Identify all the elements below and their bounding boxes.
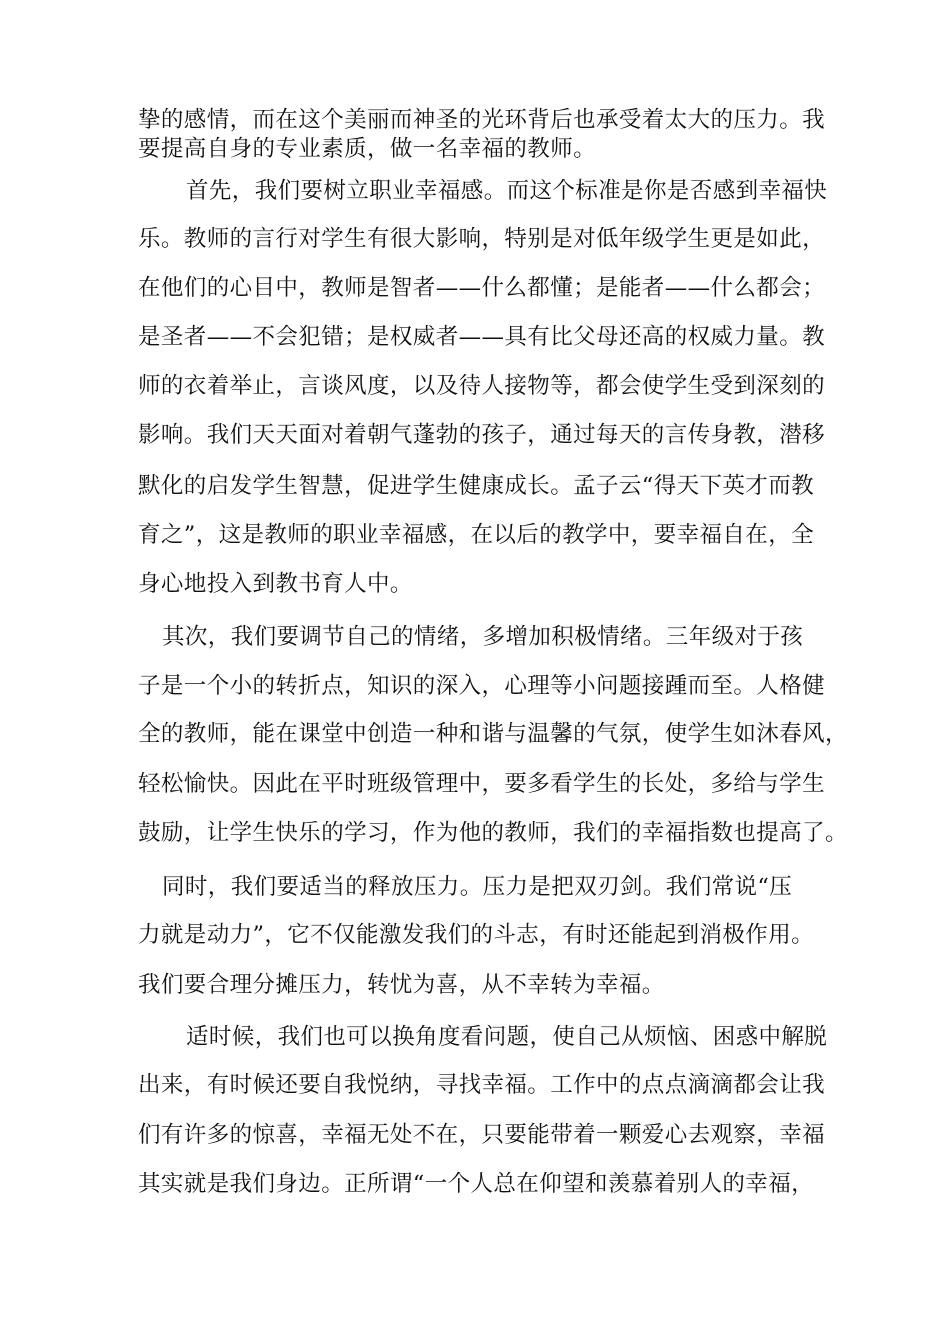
- text-line: 我们要合理分摊压力，转忧为喜，从不幸转为幸福。: [138, 972, 665, 998]
- text-line: 其实就是我们身边。正所谓“一个人总在仰望和羡慕着别人的幸福，: [138, 1171, 815, 1197]
- text-line: 是圣者——不会犯错；是权威者——具有比父母还高的权威力量。教: [138, 324, 826, 350]
- text-line: 身心地投入到教书育人中。: [138, 571, 413, 597]
- text-line: 挚的感情，而在这个美丽而神圣的光环背后也承受着太大的压力。我: [138, 107, 826, 133]
- text-line: 默化的启发学生智慧，促进学生健康成长。孟子云“得天下英才而教: [138, 473, 815, 499]
- text-line: 乐。教师的言行对学生有很大影响，特别是对低年级学生更是如此，: [138, 226, 826, 252]
- text-line: 师的衣着举止，言谈风度，以及待人接物等，都会使学生受到深刻的: [138, 373, 826, 399]
- text-line: 们有许多的惊喜，幸福无处不在，只要能带着一颗爱心去观察，幸福: [138, 1122, 826, 1148]
- paragraph-first-line: 首先，我们要树立职业幸福感。而这个标准是你是否感到幸福快: [186, 178, 828, 204]
- text-line: 子是一个小的转折点，知识的深入，心理等小问题接踵而至。人格健: [138, 673, 826, 699]
- text-line: 育之”，这是教师的职业幸福感，在以后的教学中，要幸福自在，全: [138, 522, 815, 548]
- text-line: 影响。我们天天面对着朝气蓬勃的孩子，通过每天的言传身教，潜移: [138, 422, 826, 448]
- paragraph-first-line: 同时，我们要适当的释放压力。压力是把双刃剑。我们常说“压: [162, 874, 793, 900]
- text-line: 出来，有时候还要自我悦纳，寻找幸福。工作中的点点滴滴都会让我: [138, 1072, 826, 1098]
- paragraph-first-line: 其次，我们要调节自己的情绪，多增加积极情绪。三年级对于孩: [162, 624, 804, 650]
- paragraph-first-line: 适时候，我们也可以换角度看问题，使自己从烦恼、困惑中解脱: [186, 1024, 828, 1050]
- text-line: 全的教师，能在课堂中创造一种和谐与温馨的气氛，使学生如沐春风，: [138, 721, 848, 747]
- text-line: 轻松愉快。因此在平时班级管理中，要多看学生的长处，多给与学生: [138, 771, 826, 797]
- text-line: 力就是动力”，它不仅能激发我们的斗志，有时还能起到消极作用。: [138, 922, 815, 948]
- text-line: 在他们的心目中，教师是智者——什么都懂；是能者——什么都会；: [138, 275, 826, 301]
- text-line: 要提高自身的专业素质，做一名幸福的教师。: [138, 136, 597, 162]
- text-line: 鼓励，让学生快乐的学习，作为他的教师，我们的幸福指数也提高了。: [138, 820, 848, 846]
